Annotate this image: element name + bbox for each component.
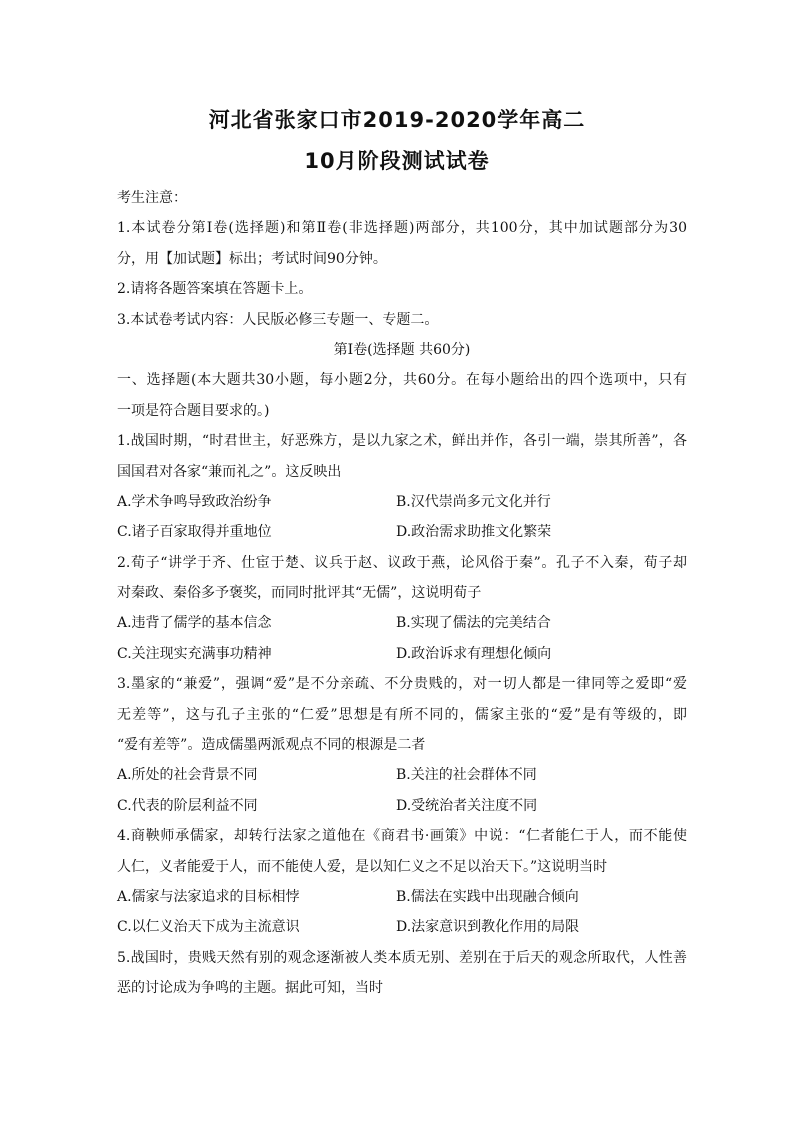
- question-1: [117, 426, 687, 548]
- exam-title-line1: 河北省张家口市2019-2020学年高二: [208, 108, 586, 132]
- option-b: B.关注的社会群体不同: [396, 767, 537, 784]
- section-title: 第Ⅰ卷(选择题 共60分): [333, 341, 471, 358]
- option-a: A.儒家与法家追求的目标相悖: [117, 888, 300, 905]
- option-d: D.受统治者关注度不同: [396, 797, 538, 814]
- question-line: 对秦政、秦俗多予褒奖，而同时批评其“无儒”，这说明荀子: [117, 585, 482, 602]
- question-line: 5.战国时，贵贱天然有别的观念逐渐被人类本质无别、差别在于后天的观念所取代，人性善: [117, 949, 687, 966]
- option-row: [117, 487, 687, 517]
- option-row: [117, 639, 687, 669]
- option-b: B.实现了儒法的完美结合: [396, 615, 551, 632]
- question-line: 1.战国时期，“时君世主，好恶殊方，是以九家之术，鲜出并作，各引一端，崇其所善”，各: [117, 433, 687, 450]
- question-line: 国国君对各家“兼而礼之”。这反映出: [117, 463, 342, 480]
- option-a: A.违背了儒学的基本信念: [117, 615, 272, 632]
- option-c: C.关注现实充满事功精神: [117, 645, 272, 662]
- question-line: “爱有差等”。造成儒墨两派观点不同的根源是二者: [117, 737, 426, 754]
- option-row: [117, 912, 687, 942]
- option-b: B.儒法在实践中出现融合倾向: [396, 888, 579, 905]
- option-c: C.以仁义治天下成为主流意识: [117, 919, 300, 936]
- question-3: [117, 669, 687, 821]
- option-a: A.所处的社会背景不同: [117, 767, 258, 784]
- notice-heading: 考生注意：: [117, 190, 187, 206]
- notice-item-3: 3.本试卷考试内容：人民版必修三专题一、专题二。: [117, 311, 439, 328]
- instructions-line1: 一、选择题(本大题共30小题，每小题2分，共60分。在每小题给出的四个选项中，只有: [117, 372, 687, 389]
- option-a: A.学术争鸣导致政治纷争: [117, 493, 272, 510]
- question-line: 恶的讨论成为争鸣的主题。据此可知，当时: [117, 980, 383, 997]
- option-b: B.汉代崇尚多元文化并行: [396, 493, 551, 510]
- option-d: D.政治诉求有理想化倾向: [396, 645, 552, 662]
- question-4: [117, 821, 687, 943]
- question-2: [117, 548, 687, 670]
- instructions-line2: 一项是符合题目要求的。): [117, 402, 270, 419]
- notice-item-1-line1: 1.本试卷分第Ⅰ卷(选择题)和第Ⅱ卷(非选择题)两部分，共100分，其中加试题部分为30: [117, 220, 687, 237]
- option-row: [117, 882, 687, 912]
- question-5: [117, 943, 687, 1004]
- option-row: [117, 791, 687, 821]
- question-line: 2.荀子“讲学于齐、仕宦于楚、议兵于赵、议政于燕，论风俗于秦”。孔子不入秦，荀子却: [117, 554, 687, 571]
- option-row: [117, 760, 687, 790]
- option-row: [117, 608, 687, 638]
- question-line: 人仁，义者能爱于人，而不能使人爱，是以知仁义之不足以治天下。”这说明当时: [117, 858, 608, 875]
- notice-item-2: 2.请将各题答案填在答题卡上。: [117, 281, 313, 298]
- notice-item-1-line2: 分，用【加试题】标出；考试时间90分钟。: [117, 250, 387, 267]
- question-line: 4.商鞅师承儒家，却转行法家之道他在《商君书·画策》中说：“仁者能仁于人，而不能使: [117, 828, 687, 845]
- option-c: C.代表的阶层利益不同: [117, 797, 258, 814]
- option-d: D.政治需求助推文化繁荣: [396, 524, 552, 541]
- option-row: [117, 517, 687, 547]
- exam-content: [117, 183, 687, 1004]
- exam-title-line2: 10月阶段测试试卷: [304, 149, 490, 173]
- question-line: 3.墨家的“兼爱”，强调“爱”是不分亲疏、不分贵贱的，对一切人都是一律同等之爱即“爱: [117, 676, 687, 693]
- question-line: 无差等”，这与孔子主张的“仁爱”思想是有所不同的，儒家主张的“爱”是有等级的，即: [117, 706, 687, 723]
- option-d: D.法家意识到教化作用的局限: [396, 919, 580, 936]
- option-c: C.诸子百家取得并重地位: [117, 524, 272, 541]
